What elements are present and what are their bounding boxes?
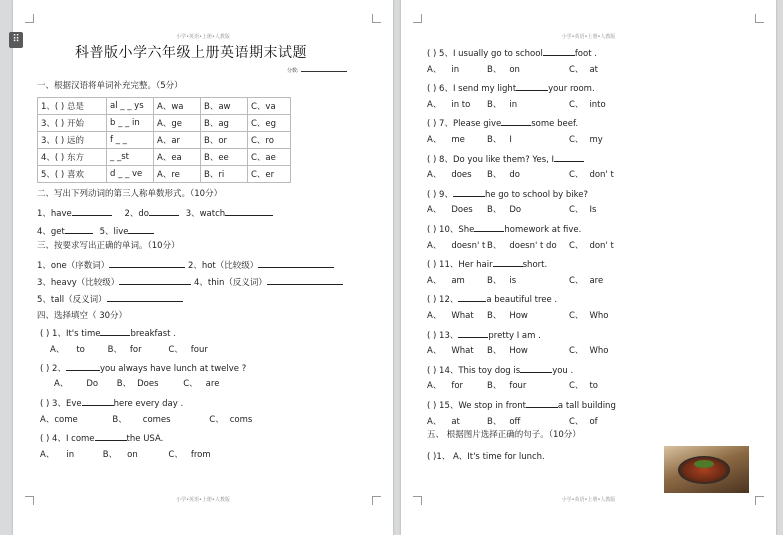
question-text: homework at five. <box>504 225 582 235</box>
answer-blank[interactable] <box>501 117 531 126</box>
option-a-label: A、 <box>427 170 442 181</box>
option-b-text: four <box>509 381 527 392</box>
table-cell: 4、( ) 东方 <box>38 149 107 166</box>
answer-blank[interactable] <box>493 258 523 267</box>
option-a-text: doesn' t <box>451 240 486 251</box>
question-text: 2、do <box>124 209 149 219</box>
option-c-text: at <box>589 64 598 75</box>
question-text: your room. <box>548 84 595 95</box>
question-text: ( ) 14、This toy dog is <box>427 365 521 376</box>
table-cell: A、ea <box>154 149 201 166</box>
question-text: ( ) 12、 <box>427 295 459 306</box>
question-text: 2、hot（比较级） <box>187 261 259 271</box>
option-a-label: A、 <box>427 135 442 145</box>
option-b-text: in <box>509 99 518 110</box>
question-stem <box>427 258 547 270</box>
question-text: ( ) 11、Her hair <box>427 260 493 271</box>
option-b-label: B、 <box>487 346 502 357</box>
option-c-text: Who <box>589 311 609 321</box>
option-c-label: C、 <box>569 416 584 427</box>
section5-question: ( )1、 A、It's time for lunch. <box>427 452 545 462</box>
option-b-text: on <box>127 450 138 460</box>
question-text: ( ) 7、Please give <box>427 119 502 130</box>
option-c-label: C、 <box>183 379 198 389</box>
question-stem <box>40 432 163 444</box>
table-cell: b _ _ in <box>107 115 154 132</box>
option-b-label: B、 <box>487 381 502 392</box>
question-stem <box>427 117 578 129</box>
option-b-text: How <box>509 346 528 357</box>
question-stem <box>427 153 584 165</box>
option-a-label: A、 <box>54 379 69 389</box>
page-header: 小学•英语•上册•人教版 <box>561 34 616 40</box>
table-row <box>38 115 291 132</box>
option-c-text: four <box>190 345 208 355</box>
option-b-text: Does <box>137 379 159 389</box>
question-stem <box>427 399 616 411</box>
option-row <box>427 65 598 75</box>
option-c-label: C、 <box>168 345 183 355</box>
option-row <box>427 381 598 391</box>
answer-blank[interactable] <box>526 399 558 408</box>
section1-table <box>37 97 291 183</box>
table-cell: A、re <box>154 166 201 183</box>
question-text: 4、thin（反义词） <box>194 278 267 288</box>
option-row <box>427 276 603 286</box>
question-stem <box>427 223 581 235</box>
table-cell: f _ _ <box>107 132 154 149</box>
option-a-label: A、 <box>427 311 442 321</box>
option-c-label: C、 <box>569 135 584 145</box>
option-a-text: What <box>451 311 474 321</box>
answer-blank[interactable] <box>258 259 334 268</box>
table-row <box>38 132 291 149</box>
option-c-text: Who <box>589 346 609 357</box>
answer-blank[interactable] <box>100 327 130 336</box>
option-b-label: B、 <box>487 135 502 145</box>
option-row <box>427 205 596 215</box>
option-b-label: B、 <box>487 240 502 251</box>
option-b-text: is <box>509 275 517 286</box>
answer-blank[interactable] <box>95 432 127 441</box>
option-a-text: does <box>451 170 472 181</box>
option-b-text: doesn' t do <box>509 240 557 251</box>
option-a-text: am <box>451 275 465 286</box>
section2-line1 <box>37 207 273 219</box>
answer-blank[interactable] <box>520 364 552 373</box>
question-text: short. <box>522 260 548 271</box>
option-row <box>427 100 606 110</box>
page-corner-mark <box>413 14 422 23</box>
answer-blank[interactable] <box>149 207 179 216</box>
table-cell: B、ag <box>201 115 248 132</box>
option-c-label: C、 <box>569 275 584 286</box>
option-c-label: C、 <box>569 381 584 392</box>
question-text: 1、have <box>37 209 72 219</box>
option-a-label: A、 <box>427 275 442 286</box>
option-c-text: don' t <box>589 240 614 251</box>
score-blank[interactable] <box>301 71 347 72</box>
table-cell: A、ar <box>154 132 201 149</box>
food-garnish <box>694 460 714 468</box>
table-cell: _ _st <box>107 149 154 166</box>
question-text: 3、watch <box>185 209 226 219</box>
section4-title: 四、选择填空（ 30分） <box>37 311 128 321</box>
table-cell: d _ _ ve <box>107 166 154 183</box>
option-b-text: comes <box>142 415 171 425</box>
answer-blank[interactable] <box>128 225 154 234</box>
option-row <box>40 415 252 425</box>
option-c-text: from <box>190 450 211 460</box>
option-b-label: B、 <box>102 450 118 460</box>
option-a-text: to <box>76 345 85 355</box>
table-cell: 5、( ) 喜欢 <box>38 166 107 183</box>
option-b-label: B、 <box>107 345 122 355</box>
table-cell: C、ae <box>248 149 291 166</box>
option-b-text: I <box>509 135 512 145</box>
table-cell: C、va <box>248 98 291 115</box>
option-c-label: C、 <box>569 205 584 216</box>
answer-blank[interactable] <box>119 276 191 285</box>
question-stem <box>427 82 595 94</box>
option-b-label: B、 <box>487 205 502 216</box>
answer-blank[interactable] <box>267 276 343 285</box>
question-text: ( ) 9、 <box>427 189 453 200</box>
exam-title: 科普版小学六年级上册英语期末试题 <box>75 45 307 61</box>
option-c-label: C、 <box>569 346 584 357</box>
option-a-label: A、 <box>427 64 442 75</box>
option-a-text: me <box>451 135 465 145</box>
table-cell: al _ _ ys <box>107 98 154 115</box>
answer-blank[interactable] <box>543 47 575 56</box>
option-a-text: come <box>54 415 78 425</box>
table-cell: B、ee <box>201 149 248 166</box>
answer-blank[interactable] <box>458 293 486 302</box>
answer-blank[interactable] <box>554 153 584 162</box>
option-c-text: are <box>205 379 220 389</box>
option-a-text: Does <box>451 205 473 216</box>
option-a-text: in to <box>451 99 471 110</box>
question-stem <box>427 329 541 341</box>
question-text: ( ) 13、 <box>427 330 459 341</box>
answer-blank[interactable] <box>225 207 273 216</box>
option-a-text: at <box>451 416 460 427</box>
question-text: ( ) 1、It's time <box>40 329 101 339</box>
option-a-text: Do <box>86 379 99 389</box>
option-c-label: C、 <box>569 99 584 110</box>
page-footer: 小学•英语•上册•人教版 <box>176 497 230 503</box>
option-c-text: coms <box>229 415 253 425</box>
table-cell: C、eg <box>248 115 291 132</box>
option-a-label: A、 <box>427 205 442 216</box>
section3-line1 <box>37 259 334 271</box>
section5-title: 五、 根据图片选择正确的句子。（10分） <box>427 430 581 440</box>
option-b-label: B、 <box>487 416 502 427</box>
section3-line2 <box>37 276 343 288</box>
question-text: breakfast . <box>130 329 176 339</box>
option-b-text: off <box>509 416 521 427</box>
question-text: you always have lunch at twelve ? <box>99 364 247 374</box>
question-text: ( ) 15、We stop in front <box>427 401 526 411</box>
option-row <box>427 346 608 356</box>
question-text: 5、tall（反义词） <box>37 295 107 305</box>
answer-blank[interactable] <box>453 188 485 197</box>
document-page-1 <box>13 0 393 535</box>
answer-blank[interactable] <box>72 207 112 216</box>
option-c-label: C、 <box>569 240 584 251</box>
table-cell: C、er <box>248 166 291 183</box>
option-c-text: to <box>589 381 598 392</box>
option-c-text: of <box>589 416 598 427</box>
option-a-label: A、 <box>40 450 55 460</box>
option-row <box>50 345 208 355</box>
document-page-2 <box>401 0 776 535</box>
table-cell: A、ge <box>154 115 201 132</box>
table-cell: B、aw <box>201 98 248 115</box>
question-text: ( ) 3、Eve <box>40 399 82 409</box>
option-c-label: C、 <box>168 450 183 460</box>
question-text: you . <box>552 365 574 376</box>
answer-blank[interactable] <box>66 362 100 371</box>
option-b-text: How <box>509 311 528 321</box>
question-text: here every day . <box>113 399 184 409</box>
question-stem <box>40 327 176 339</box>
table-cell: A、wa <box>154 98 201 115</box>
question-stem <box>427 188 588 200</box>
table-cell: B、ri <box>201 166 248 183</box>
table-row <box>38 98 291 115</box>
answer-blank[interactable] <box>474 223 504 232</box>
page-corner-mark <box>372 14 381 23</box>
option-a-text: for <box>451 381 464 392</box>
option-a-label: A、 <box>40 415 55 425</box>
option-row <box>427 417 598 427</box>
option-row <box>427 135 603 145</box>
option-b-label: B、 <box>487 311 502 321</box>
question-text: 4、get <box>37 227 65 237</box>
option-a-text: in <box>451 64 460 75</box>
option-a-label: A、 <box>427 381 442 392</box>
score-field <box>287 67 347 74</box>
option-b-label: B、 <box>487 99 502 110</box>
page-footer: 小学•英语•上册•人教版 <box>561 497 616 503</box>
option-a-label: A、 <box>427 416 442 427</box>
option-c-text: don' t <box>589 170 614 181</box>
question-text: ( ) 8、Do you like them? Yes, I <box>427 154 555 165</box>
option-row <box>427 241 614 251</box>
section1-title: 一、根据汉语将单词补充完整。（5分） <box>37 81 183 91</box>
question-text: ( ) 6、I send my light <box>427 84 517 95</box>
option-b-text: for <box>129 345 142 355</box>
question-text: ( ) 5、I usually go to school <box>427 49 543 59</box>
question-stem <box>427 364 573 376</box>
question-text: ( ) 4、I come <box>40 434 95 444</box>
option-c-label: C、 <box>569 311 584 321</box>
option-a-label: A、 <box>427 240 442 251</box>
question-text: 1、one（序数词） <box>37 261 110 271</box>
option-b-text: Do <box>509 205 522 216</box>
option-b-label: B、 <box>487 275 502 286</box>
section2-title: 二、写出下列动词的第三人称单数形式。（10分） <box>37 189 223 199</box>
option-a-label: A、 <box>427 346 442 357</box>
option-c-text: my <box>589 135 603 145</box>
table-row <box>38 166 291 183</box>
answer-blank[interactable] <box>107 293 183 302</box>
answer-blank[interactable] <box>109 259 185 268</box>
page-corner-mark <box>755 14 764 23</box>
option-c-text: are <box>589 275 604 286</box>
question-stem <box>40 397 183 409</box>
question-text: he go to school by bike? <box>484 189 589 200</box>
section3-title: 三、按要求写出正确的单词。（10分） <box>37 241 180 251</box>
food-photo <box>664 446 749 493</box>
option-b-text: on <box>509 64 520 75</box>
question-text: 3、heavy（比较级） <box>37 278 120 288</box>
table-cell: 3、( ) 开始 <box>38 115 107 132</box>
drag-handle[interactable]: ⠿ <box>9 32 23 48</box>
question-text: ( ) 2、 <box>40 364 66 374</box>
option-c-text: into <box>589 99 606 110</box>
question-stem <box>427 47 597 59</box>
answer-blank[interactable] <box>458 329 488 338</box>
option-c-label: C、 <box>209 415 224 425</box>
page-header: 小学•英语•上册•人教版 <box>176 34 230 40</box>
table-cell: C、ro <box>248 132 291 149</box>
page-corner-mark <box>25 14 34 23</box>
section3-line3 <box>37 293 183 305</box>
table-cell: B、or <box>201 132 248 149</box>
option-a-label: A、 <box>50 345 65 355</box>
question-text: a beautiful tree . <box>486 295 558 306</box>
option-row <box>427 170 614 180</box>
option-row <box>54 379 219 389</box>
score-label: 分数: <box>287 68 299 74</box>
section2-line2 <box>37 225 154 237</box>
option-a-text: What <box>451 346 474 357</box>
answer-blank[interactable] <box>65 225 93 234</box>
question-text: some beef. <box>531 119 579 130</box>
question-text: pretty I am . <box>488 330 541 341</box>
option-row <box>427 311 608 321</box>
question-stem <box>40 362 246 374</box>
option-b-label: B、 <box>487 64 502 75</box>
option-c-label: C、 <box>569 64 584 75</box>
question-text: a tall building <box>557 401 616 411</box>
question-text: foot . <box>574 49 597 59</box>
option-a-text: in <box>66 450 75 460</box>
table-cell: 1、( ) 总是 <box>38 98 107 115</box>
option-b-text: do <box>509 170 520 181</box>
answer-blank[interactable] <box>516 82 548 91</box>
question-text: 5、live <box>99 227 129 237</box>
question-text: ( ) 10、She <box>427 225 475 235</box>
option-b-label: B、 <box>112 415 127 425</box>
option-c-text: Is <box>589 205 597 216</box>
option-b-label: B、 <box>487 170 502 181</box>
question-text: the USA. <box>126 434 164 444</box>
question-stem <box>427 293 557 305</box>
option-a-label: A、 <box>427 99 442 110</box>
option-row <box>40 450 211 460</box>
option-b-label: B、 <box>116 379 132 389</box>
table-row <box>38 149 291 166</box>
table-cell: 3、( ) 远的 <box>38 132 107 149</box>
answer-blank[interactable] <box>82 397 114 406</box>
option-c-label: C、 <box>569 170 584 181</box>
